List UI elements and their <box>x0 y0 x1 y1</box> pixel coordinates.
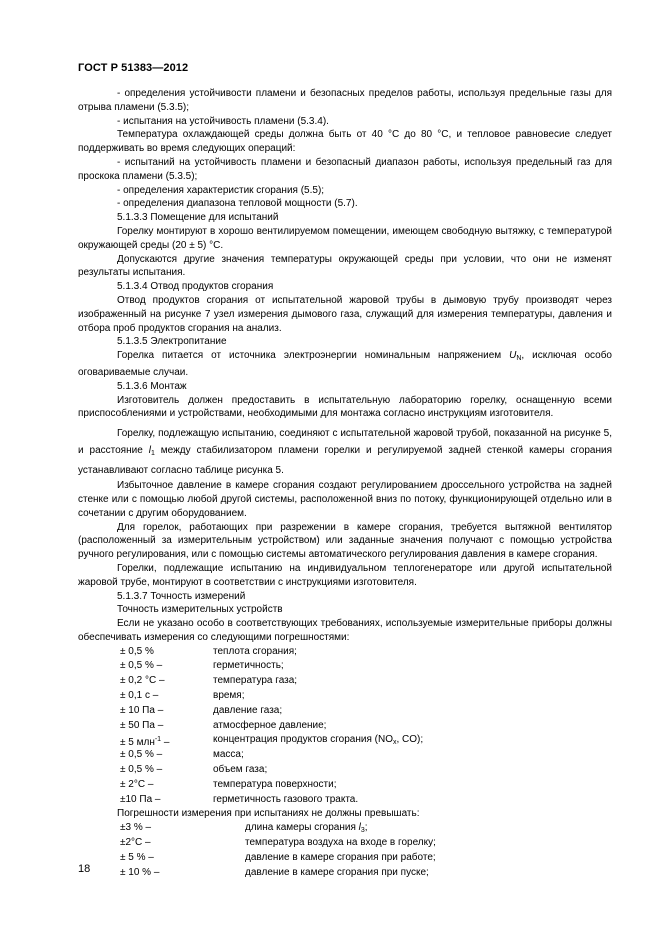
paragraph: - определения устойчивости пламени и безопасных пределов работы, используя предельные газы для отрыва пламени (5.3.5); <box>78 88 612 113</box>
paragraph: - определения характеристик сгорания (5.5); <box>117 184 325 196</box>
list-item: ± 50 Па – атмосферное давление; <box>120 719 327 731</box>
paragraph: Горелка питается от источника электроэнергии номинальным напряжением $U_N$, исключая особо оговариваемые случаи. <box>78 350 612 378</box>
list-item: ± 0,2 °С – температура газа; <box>120 675 298 687</box>
list-item: ± 10 % – давление в камере сгорания при пуске; <box>120 866 429 878</box>
list-item: ± 5 млн$^{-1}$ – концентрация продуктов сгорания ($NO_x$, CO); <box>120 734 424 749</box>
paragraph: Для горелок, работающих при разрежении в камере сгорания, требуется вытяжной вентилятор (расположенный за измерительным устройством) или заданные значения получают с помощью устройства ручного регулирования, или с помощью системы автоматического регулирования давления в камере сгорания. <box>78 521 612 561</box>
list-item: ± 10 Па – давление газа; <box>120 704 283 716</box>
section-heading: 5.1.3.3 Помещение для испытаний <box>117 212 279 224</box>
list-item: ± 0,5 % – масса; <box>120 749 244 761</box>
paragraph: Отвод продуктов сгорания от испытательной жаровой трубы в дымовую трубу производят через изображенный на рисунке 7 узел измерения дымового газа, служащий для измерения температуры, давления и отбора проб продуктов сгорания на анализ. <box>78 294 612 334</box>
paragraph: Температура охлаждающей среды должна быть от 40 °С до 80 °С, и тепловое равновесие следует поддерживать во время следующих операций: <box>78 129 612 155</box>
paragraph: Изготовитель должен предоставить в испытательную лабораторию горелку, оснащенную всеми приспособлениями и устройствами, необходимыми для монтажа согласно инструкциям изготовителя. <box>78 394 612 420</box>
page-number: 18 <box>78 863 91 875</box>
section-heading: 5.1.3.5 Электропитание <box>117 336 227 348</box>
measurement-list <box>78 645 612 808</box>
paragraph: Избыточное давление в камере сгорания создают регулированием дроссельного устройства на задней стенке или с помощью любой другой системы, расположенной вниз по потоку, функционирующей отдельно или в сочетании с другим оборудованием. <box>78 480 612 519</box>
section-heading: 5.1.3.7 Точность измерений <box>117 590 246 602</box>
paragraph: Горелку, подлежащую испытанию, соединяют с испытательной жаровой трубой, показанной на рисунке 5, и расстояние $l_1$ между стабилизатором пламени горелки и регулируемой задней стенкой камеры сгорания устанавливают согласно таблице рисунка 5. <box>78 428 612 477</box>
limits-list <box>78 821 612 880</box>
list-item: ± 5 % – давление в камере сгорания при работе; <box>120 851 436 863</box>
list-item: ± 0,5 % – герметичность; <box>120 660 284 672</box>
section-heading: 5.1.3.6 Монтаж <box>117 380 187 392</box>
paragraph: Погрешности измерения при испытаниях не должны превышать: <box>117 808 420 820</box>
page-body <box>78 87 612 880</box>
paragraph: Горелку монтируют в хорошо вентилируемом помещении, имеющем свободную вытяжку, с температурой окружающей среды (20 ± 5) °С. <box>78 225 612 251</box>
paragraph: - испытания на устойчивость пламени (5.3.4). <box>117 115 329 127</box>
list-item: ±2°С – температура воздуха на входе в горелку; <box>120 837 436 849</box>
list-item: ± 0,5 % – объем газа; <box>120 764 268 776</box>
list-item: ±3 % – длина камеры сгорания $l_3$; <box>120 822 368 835</box>
paragraph: Если не указано особо в соответствующих требованиях, используемые измерительные приборы должны обеспечивать измерения со следующими погрешностями: <box>78 618 612 643</box>
list-item: ± 2°С – температура поверхности; <box>120 778 337 790</box>
paragraph: - определения диапазона тепловой мощности (5.7). <box>117 198 358 210</box>
section-heading: 5.1.3.4 Отвод продуктов сгорания <box>117 281 274 293</box>
list-item: ± 0,5 % теплота сгорания; <box>120 645 297 657</box>
paragraph: Допускаются другие значения температуры окружающей среды при условии, что они не изменят результаты испытания. <box>78 253 612 279</box>
paragraph: Горелки, подлежащие испытанию на индивидуальном теплогенераторе или другой испытательной жаровой трубе, монтируют в соответствии с инструкциями изготовителя. <box>78 562 612 588</box>
subsection-heading: Точность измерительных устройств <box>117 604 283 616</box>
list-item: ± 0,1 с – время; <box>120 690 245 702</box>
list-item: ±10 Па – герметичность газового тракта. <box>120 793 359 805</box>
document-header: ГОСТ Р 51383—2012 <box>78 62 189 74</box>
paragraph: - испытаний на устойчивость пламени и безопасный диапазон работы, используя предельный газ для проскока пламени (5.3.5); <box>78 156 612 182</box>
